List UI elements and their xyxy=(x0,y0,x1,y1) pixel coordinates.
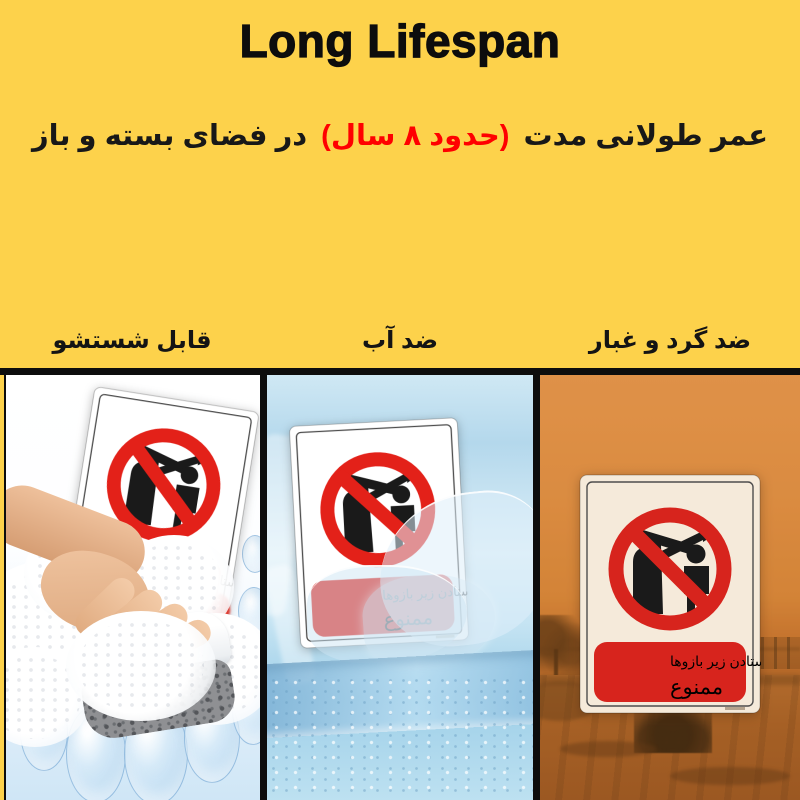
panel-washable xyxy=(6,375,260,800)
water-droplet xyxy=(242,535,260,573)
left-edge-stripe xyxy=(0,375,4,800)
prohibition-sign-dust xyxy=(579,474,761,714)
subtitle-suffix: در فضای بسته و باز xyxy=(31,120,308,152)
prohibition-sign-icon xyxy=(579,474,761,714)
label-dustproof: ضد گرد و غبار xyxy=(588,327,752,354)
subtitle-prefix: عمر طولانی مدت xyxy=(523,120,769,152)
page-title: Long Lifespan xyxy=(239,15,561,67)
panel-dustproof xyxy=(540,375,800,800)
water-spray-texture xyxy=(267,675,533,800)
subtitle-highlight: (حدود ۸ سال) xyxy=(321,120,510,152)
subtitle xyxy=(0,118,800,153)
panel-waterproof xyxy=(267,375,533,800)
label-washable: قابل شستشو xyxy=(52,327,212,354)
feature-panels xyxy=(0,368,800,800)
soap-foam xyxy=(66,611,216,721)
label-waterproof: ضد آب xyxy=(361,327,439,354)
